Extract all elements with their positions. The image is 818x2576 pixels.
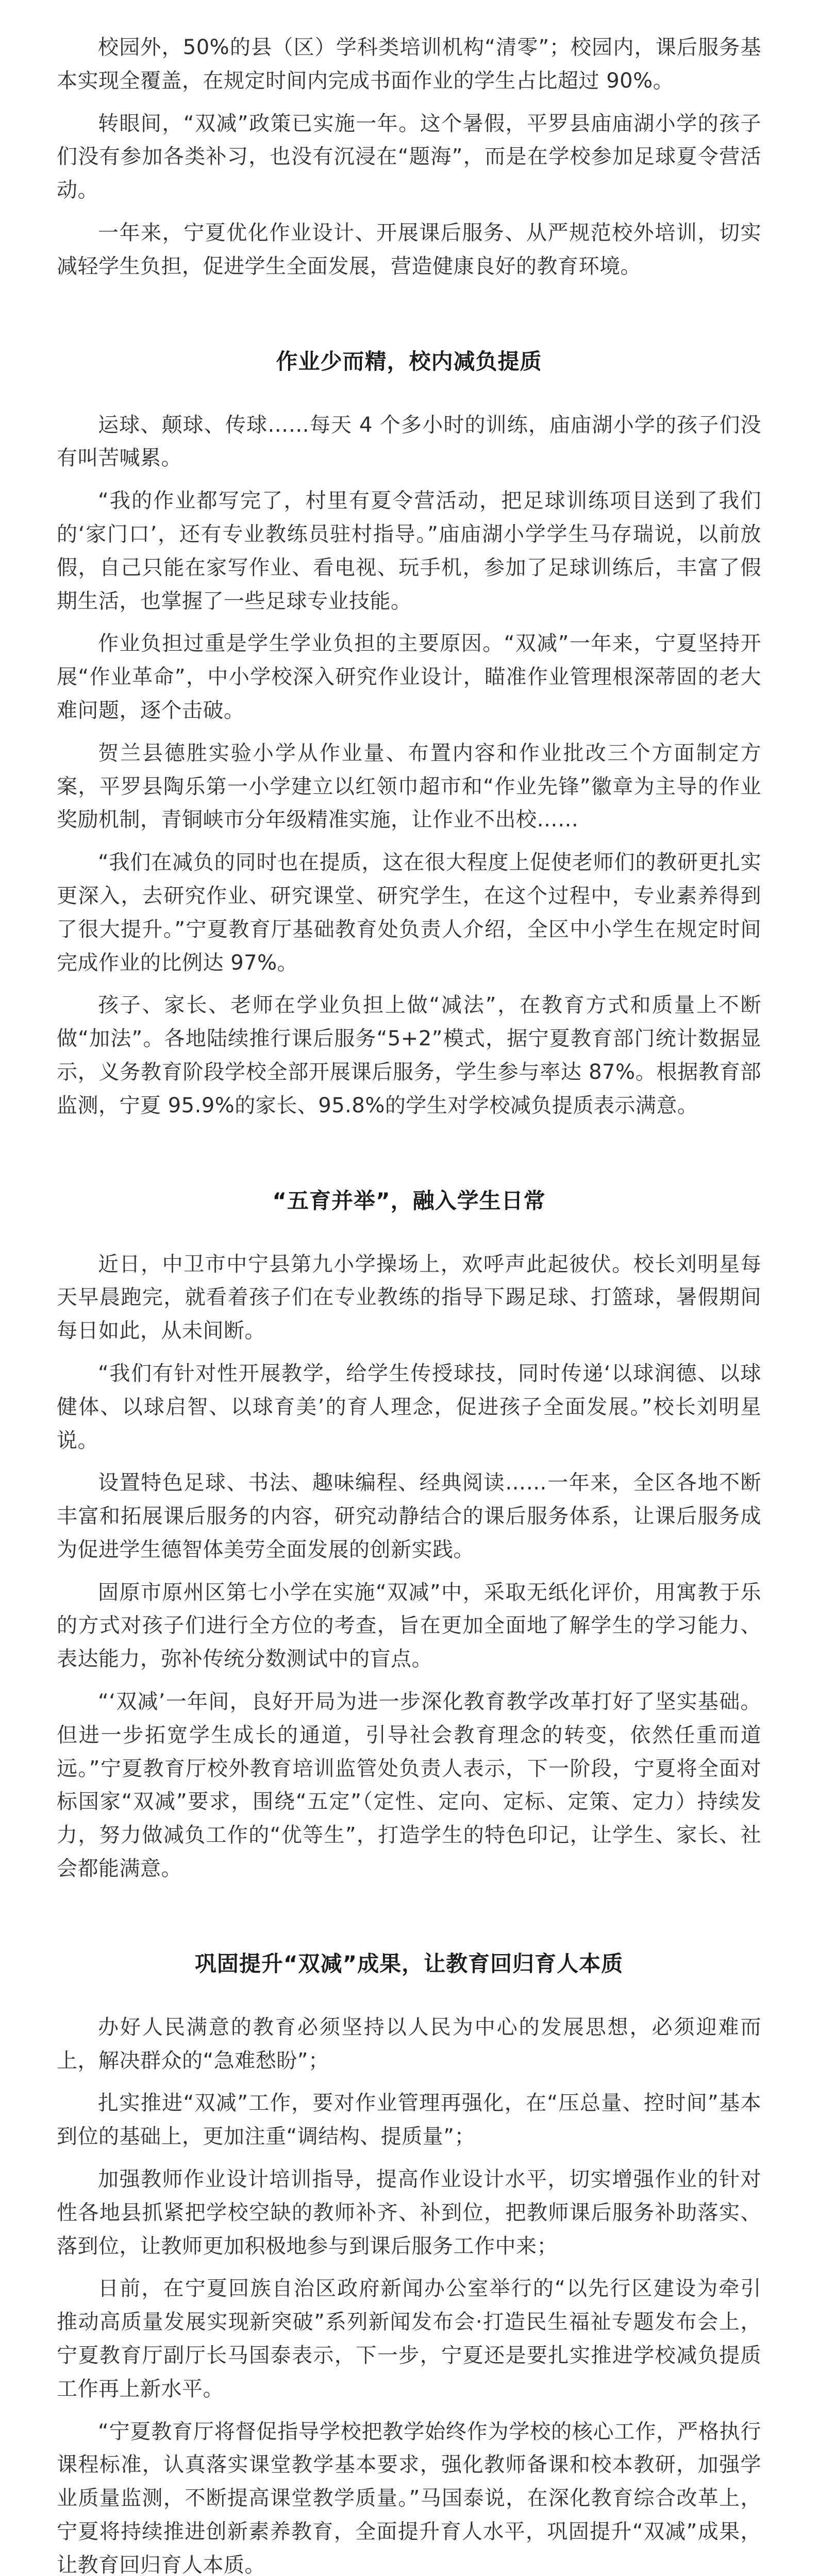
intro-paragraph: 转眼间，“双减”政策已实施一年。这个暑假，平罗县庙庙湖小学的孩子们没有参加各类补习，也没有沉浸在“题海”，而是在学校参加足球夏令营活动。 (57, 111, 761, 202)
body-paragraph: 扎实推进“双减”工作，要对作业管理再强化，在“压总量、控时间”基本到位的基础上，更加注重“调结构、提质量”； (57, 2091, 761, 2149)
section-consolidate (57, 1947, 761, 2576)
body-paragraph: 孩子、家长、老师在学业负担上做“减法”，在教育方式和质量上不断做“加法”。各地陆续推行课后服务“5+2”模式，据宁夏教育部门统计数据显示，义务教育阶段学校全部开展课后服务，学生参与率达 87%。根据教育部监测，宁夏 95.9%的家长、95.8%的学生对学校减负提质表示满意。 (57, 993, 761, 1117)
body-paragraph: 近日，中卫市中宁县第九小学操场上，欢呼声此起彼伏。校长刘明星每天早晨跑完，就看着孩子们在专业教练的指导下踢足球、打篮球，暑假期间每日如此，从未间断。 (57, 1252, 761, 1343)
intro-paragraph: 校园外，50%的县（区）学科类培训机构“清零”；校园内，课后服务基本实现全覆盖，在规定时间内完成书面作业的学生占比超过 90%。 (57, 36, 761, 93)
body-paragraph: “宁夏教育厅将督促指导学校把教学始终作为学校的核心工作，严格执行课程标准，认真落实课堂教学基本要求，强化教师备课和校本教研，加强学业质量监测，不断提高课堂教学质量。”马国泰说，在深化教育综合改革上，宁夏将持续推进创新素养教育，全面提升育人水平，巩固提升“双减”成果，让教育回归育人本质。 (57, 2419, 761, 2576)
body-paragraph: 日前，在宁夏回族自治区政府新闻办公室举行的“以先行区建设为牵引 推动高质量发展实现新突破”系列新闻发布会·打造民生福祉专题发布会上，宁夏教育厅副厅长马国泰表示，下一步，宁夏还是要扎实推进学校减负提质工作再上新水平。 (57, 2277, 761, 2401)
intro-section (57, 31, 761, 283)
section-five-education (57, 1184, 761, 1886)
body-paragraph: “我们有针对性开展教学，给学生传授球技，同时传递‘以球润德、以球健体、以球启智、以球育美’的育人理念，促进孩子全面发展。”校长刘明星说。 (57, 1361, 761, 1452)
body-paragraph: “‘双减’一年间，良好开局为进一步深化教育教学改革打好了坚实基础。但进一步拓宽学生成长的通道，引导社会教育理念的转变，依然任重而道远。”宁夏教育厅校外教育培训监管处负责人表示，下一阶段，宁夏将全面对标国家“双减”要求，围绕“五定”（定性、定向、定标、定策、定力）持续发力，努力做减负工作的“优等生”，打造学生的特色印记，让学生、家长、社会都能满意。 (57, 1690, 761, 1881)
intro-paragraph: 一年来，宁夏优化作业设计、开展课后服务、从严规范校外培训，切实减轻学生负担，促进学生全面发展，营造健康良好的教育环境。 (57, 221, 761, 278)
body-paragraph: 贺兰县德胜实验小学从作业量、布置内容和作业批改三个方面制定方案，平罗县陶乐第一小学建立以红领巾超市和“作业先锋”徽章为主导的作业奖励机制，青铜峡市分年级精准实施，让作业不出校…… (57, 741, 761, 832)
section-heading: 巩固提升“双减”成果，让教育回归育人本质 (194, 1951, 624, 1976)
body-paragraph: “我的作业都写完了，村里有夏令营活动，把足球训练项目送到了我们的‘家门口’，还有专业教练员驻村指导。”庙庙湖小学学生马存瑞说，以前放假，自己只能在家写作业、看电视、玩手机，参加了足球训练后，丰富了假期生活，也掌握了一些足球专业技能。 (57, 489, 761, 613)
section-homework (57, 345, 761, 1123)
body-paragraph: “我们在减负的同时也在提质，这在很大程度上促使老师们的教研更扎实更深入，去研究作业、研究课堂、研究学生，在这个过程中，专业素养得到了很大提升。”宁夏教育厅基础教育处负责人介绍，全区中小学生在规定时间完成作业的比例达 97%。 (57, 851, 761, 975)
section-heading: “五育并举”，融入学生日常 (272, 1188, 546, 1213)
body-paragraph: 设置特色足球、书法、趣味编程、经典阅读……一年来，全区各地不断丰富和拓展课后服务的内容，研究动静结合的课后服务体系，让课后服务成为促进学生德智体美劳全面发展的创新实践。 (57, 1471, 761, 1562)
body-paragraph: 运球、颠球、传球……每天 4 个多小时的训练，庙庙湖小学的孩子们没有叫苦喊累。 (57, 413, 761, 470)
body-paragraph: 办好人民满意的教育必须坚持以人民为中心的发展思想，必须迎难而上，解决群众的“急难愁盼”； (57, 2015, 761, 2073)
section-heading: 作业少而精，校内减负提质 (276, 348, 542, 374)
body-paragraph: 加强教师作业设计培训指导，提高作业设计水平，切实增强作业的针对性各地县抓紧把学校空缺的教师补齐、补到位，把教师课后服务补助落实、落到位，让教师更加积极地参与到课后服务工作中来； (57, 2167, 761, 2258)
body-paragraph: 固原市原州区第七小学在实施“双减”中，采取无纸化评价，用寓教于乐的方式对孩子们进行全方位的考查，旨在更加全面地了解学生的学习能力、表达能力，弥补传统分数测试中的盲点。 (57, 1580, 761, 1671)
body-paragraph: 作业负担过重是学生学业负担的主要原因。“双减”一年来，宁夏坚持开展“作业革命”，中小学校深入研究作业设计，瞄准作业管理根深蒂固的老大难问题，逐个击破。 (57, 632, 761, 722)
